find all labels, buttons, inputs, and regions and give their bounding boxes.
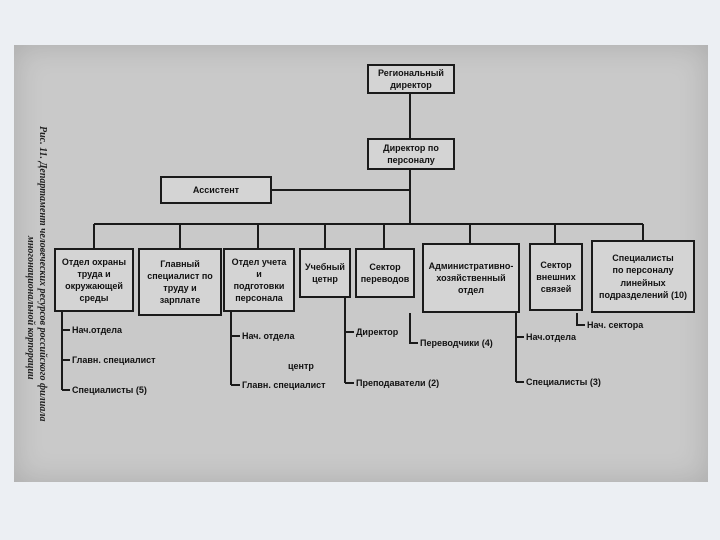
admin-department-box: Административно- хозяйственный отдел <box>422 243 520 313</box>
translators-label: Переводчики (4) <box>420 338 493 348</box>
sub-translators <box>410 313 418 343</box>
accounting-chief-specialist-label: Главн. специалист <box>242 380 326 390</box>
accounting-dept-head-label: Нач. отдела <box>242 331 295 341</box>
figure-label: Рис. 11. <box>37 126 48 160</box>
labor-chief-specialist-label: Главн. специалист <box>72 355 156 365</box>
line-hr-specialists-box: Специалисты по персоналу линейных подразделений (10) <box>591 240 695 313</box>
external-relations-sector-box: Сектор внешних связей <box>529 243 583 311</box>
translation-sector-box: Сектор переводов <box>355 248 415 298</box>
labor-specialists-label: Специалисты (5) <box>72 385 147 395</box>
hr-director-box: Директор по персоналу <box>367 138 455 170</box>
translation-director-label: Директор <box>356 327 399 337</box>
regional-director-box: Региональный директор <box>367 64 455 94</box>
personnel-accounting-dept-box: Отдел учета и подготовки персонала <box>223 248 295 312</box>
teachers-label: Преподаватели (2) <box>356 378 440 388</box>
labor-protection-dept-box: Отдел охраны труда и окружающей среды <box>54 248 134 312</box>
labor-dept-head-label: Нач.отдела <box>72 325 123 335</box>
sub-line-hr <box>577 313 585 325</box>
figure-title-line1: Департамент человеческих ресурсов российского филиала <box>37 161 48 422</box>
sector-head-label: Нач. сектора <box>587 320 644 330</box>
admin-specialists-label: Специалисты (3) <box>526 377 601 387</box>
chief-labor-wages-specialist-box: Главный специалист по труду и зарплате <box>138 248 222 316</box>
admin-dept-head-label: Нач.отдела <box>526 332 577 342</box>
figure-title-line2: многонациональной корпорации <box>25 236 36 380</box>
figure-caption-line2 <box>25 236 36 380</box>
assistant-box: Ассистент <box>160 176 272 204</box>
training-center-box: Учебный цетнр <box>299 248 351 298</box>
figure-caption <box>37 126 48 422</box>
accounting-center-label: центр <box>288 361 314 371</box>
